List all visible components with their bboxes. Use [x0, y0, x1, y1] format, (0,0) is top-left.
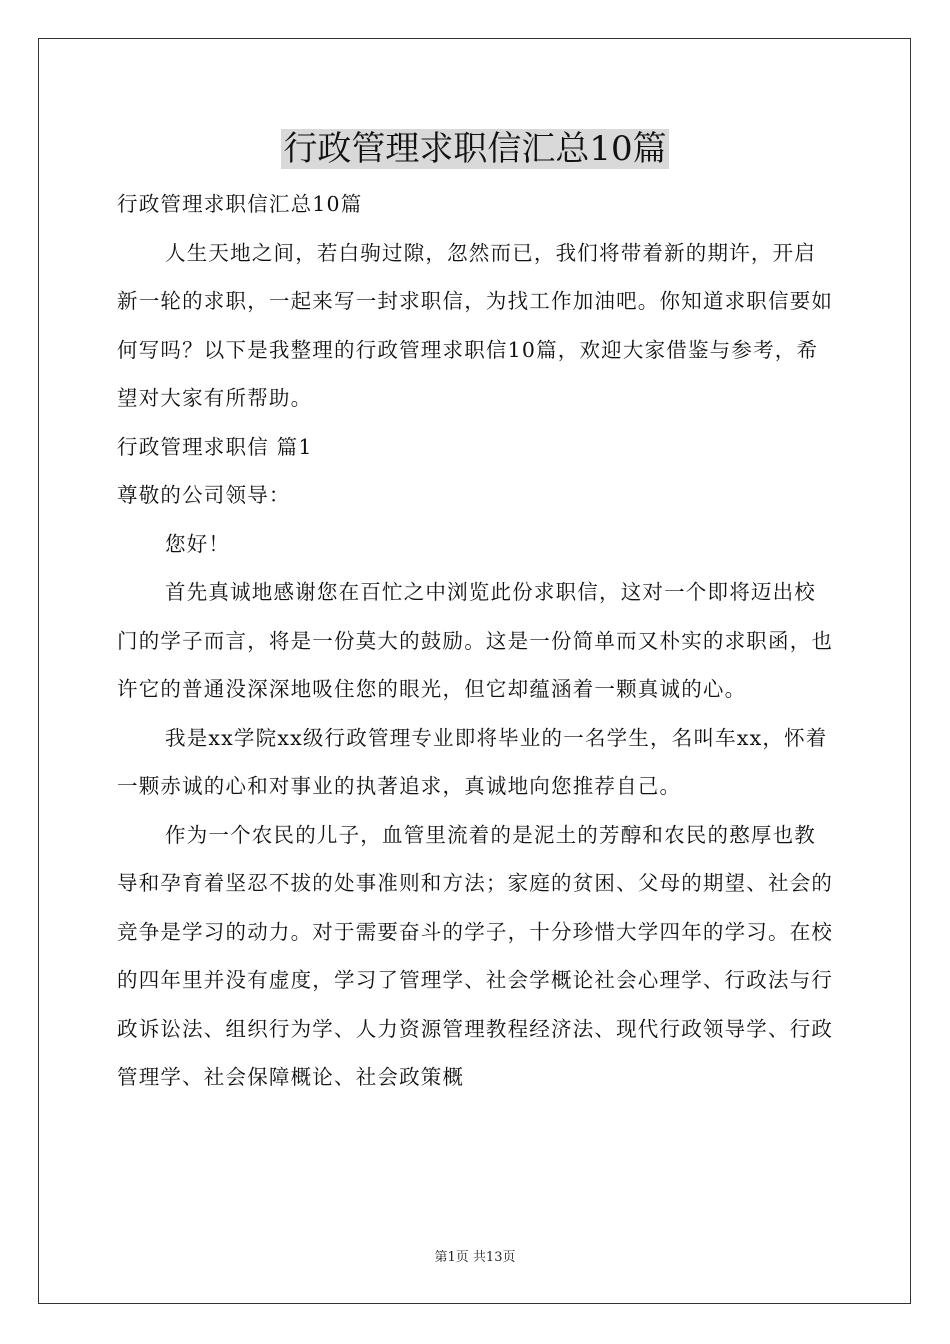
document-title [0, 124, 950, 174]
page-footer: 第1页 共13页 [434, 1250, 516, 1265]
salutation: 尊敬的公司领导： [117, 483, 291, 507]
body-paragraph: 我是xx学院xx级行政管理专业即将毕业的一名学生，名叫车xx，怀着一颗赤诚的心和对事业的执著追求，真诚地向您推荐自己。 [117, 725, 828, 798]
body-paragraph: 作为一个农民的儿子，血管里流着的是泥土的芳醇和农民的憨厚也教导和孕育着坚忍不拔的处事准则和方法；家庭的贫困、父母的期望、社会的竞争是学习的动力。对于需要奋斗的学子，十分珍惜大学四年的学习。在校的四年里并没有虚度，学习了管理学、社会学概论社会心理学、行政法与行政诉讼法、组织行为学、人力资源管理教程经济法、现代行政领导学、行政管理学、社会保障概论、社会政策概 [117, 822, 834, 1089]
greeting: 您好！ [165, 531, 231, 556]
document-title-text: 行政管理求职信汇总10篇 [283, 129, 667, 169]
subtitle-paragraph: 行政管理求职信汇总10篇 [117, 192, 363, 216]
intro-paragraph: 人生天地之间，若白驹过隙，忽然而已，我们将带着新的期许，开启新一轮的求职，一起来写一封求职信，为找工作加油吧。你知道求职信要如何写吗？以下是我整理的行政管理求职信10篇，欢迎大家借鉴与参考，希望对大家有所帮助。 [117, 240, 834, 410]
body-paragraph: 首先真诚地感谢您在百忙之中浏览此份求职信，这对一个即将迈出校门的学子而言，将是一份莫大的鼓励。这是一份简单而又朴实的求职函，也许它的普通没深深地吸住您的眼光，但它却蕴涵着一颗真诚的心。 [117, 580, 834, 701]
section-heading: 行政管理求职信 篇1 [117, 434, 313, 459]
document-body [117, 180, 837, 1102]
